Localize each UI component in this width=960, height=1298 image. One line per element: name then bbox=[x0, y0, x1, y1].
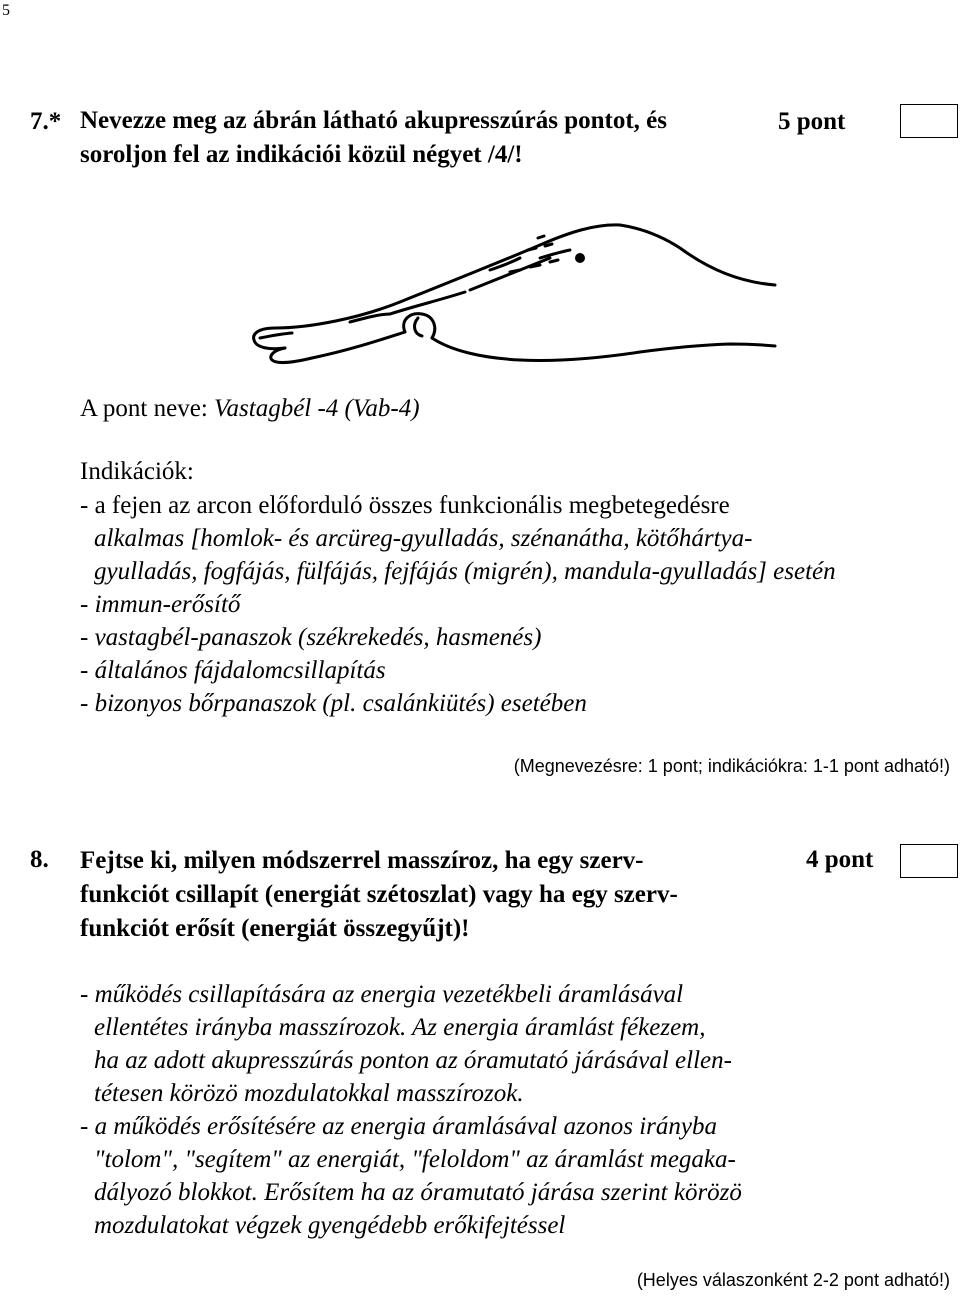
question-7-number: 7.* bbox=[30, 108, 62, 135]
question-8-answer bbox=[80, 978, 742, 1242]
answer-line: - a működés erősítésére az energia áramlásával azonos irányba bbox=[80, 1113, 717, 1140]
answer-line: tétesen körözö mozdulatokkal masszírozok. bbox=[94, 1080, 524, 1107]
question-8-number: 8. bbox=[30, 846, 49, 873]
indication-text: - immun-erősítő bbox=[80, 591, 241, 618]
indication-line: - a fejen az arcon előforduló összes funkcionális megbetegedésre bbox=[80, 492, 730, 519]
acupressure-point-marker bbox=[575, 253, 585, 263]
question-8-score-box[interactable] bbox=[900, 844, 958, 878]
indication-text: - bizonyos bőrpanaszok (pl. csalánkiütés) esetében bbox=[80, 690, 587, 717]
indications-list bbox=[80, 489, 836, 720]
answer-line: dályozó blokkot. Erősítem ha az óramutató járása szerint körözö bbox=[94, 1179, 742, 1206]
page-number: 5 bbox=[2, 2, 10, 19]
indications-label: Indikációk: bbox=[80, 458, 194, 485]
question-8-line-2: funkciót csillapít (energiát szétoszlat) vagy ha egy szerv- bbox=[80, 881, 678, 908]
point-name bbox=[80, 392, 420, 425]
indication-line: gyulladás, fogfájás, fülfájás, fejfájás (migrén), mandula-gyulladás] esetén bbox=[94, 558, 836, 585]
indication-line bbox=[80, 621, 836, 654]
indication-line bbox=[80, 588, 836, 621]
question-8-scoring-note: (Helyes válaszonként 2-2 pont adható!) bbox=[636, 1270, 950, 1290]
question-7-line-1: Nevezze meg az ábrán látható akupresszúrás pontot, és bbox=[80, 107, 667, 134]
answer-line: ellentétes irányba masszírozok. Az energia áramlást fékezem, bbox=[94, 1014, 706, 1041]
answer-line: - működés csillapítására az energia vezetékbeli áramlásával bbox=[80, 981, 684, 1008]
answer-line: mozdulatokat végzek gyengédebb erőkifejtéssel bbox=[94, 1212, 566, 1239]
question-7-score-box[interactable] bbox=[900, 104, 958, 138]
question-7-points: 5 pont bbox=[778, 108, 846, 135]
answer-line: ha az adott akupresszúrás ponton az óramutató járásával ellen- bbox=[94, 1047, 732, 1074]
answer-line: "tolom", "segítem" az energiát, "feloldom" az áramlást megaka- bbox=[94, 1146, 736, 1173]
question-8-points: 4 pont bbox=[806, 846, 874, 873]
question-7-line-2: soroljon fel az indikációi közül négyet /4/! bbox=[80, 141, 523, 168]
question-8-line-1: Fejtse ki, milyen módszerrel masszíroz, ha egy szerv- bbox=[80, 847, 644, 874]
indication-line: alkalmas [homlok- és arcüreg-gyulladás, szénanátha, kötőhártya- bbox=[94, 525, 753, 552]
question-7-scoring-note: (Megnevezésre: 1 pont; indikációkra: 1-1 pont adható!) bbox=[513, 756, 950, 776]
point-name-value: Vastagbél -4 (Vab-4) bbox=[214, 395, 420, 422]
hand-acupressure-illustration bbox=[240, 210, 780, 390]
indication-line bbox=[80, 654, 836, 687]
point-name-label: A pont neve: bbox=[80, 395, 215, 422]
question-8-line-3: funkciót erősít (energiát összegyűjt)! bbox=[80, 915, 470, 942]
indication-text: - általános fájdalomcsillapítás bbox=[80, 657, 386, 684]
indication-text: - vastagbél-panaszok (székrekedés, hasmenés) bbox=[80, 624, 542, 651]
indication-line bbox=[80, 687, 836, 720]
